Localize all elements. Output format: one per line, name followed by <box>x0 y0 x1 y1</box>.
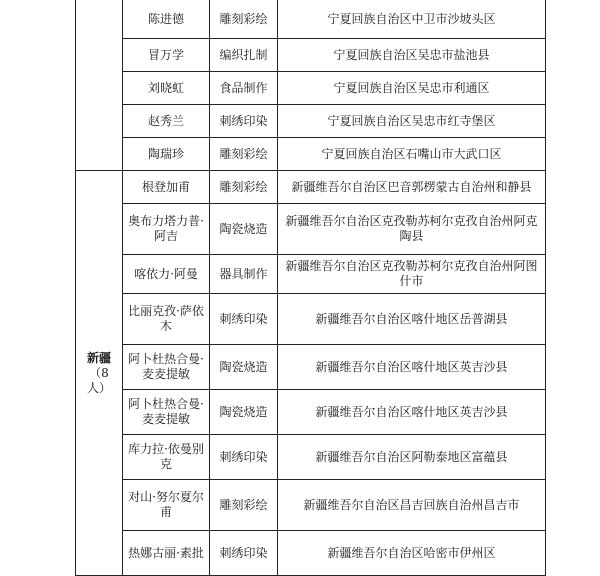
craftsman-name: 刘晓虹 <box>123 72 210 105</box>
region-count: （8 人） <box>86 365 111 395</box>
craftsman-name: 库力拉·依曼别克 <box>123 435 210 480</box>
table-row <box>76 105 546 138</box>
craft-category: 陶瓷烧造 <box>210 204 278 255</box>
craft-category: 陶瓷烧造 <box>210 390 278 435</box>
craftsman-name: 赵秀兰 <box>123 105 210 138</box>
craft-category: 器具制作 <box>210 255 278 294</box>
craftsman-name: 阿卜杜热合曼·麦麦提敏 <box>123 390 210 435</box>
craft-category: 刺绣印染 <box>210 105 278 138</box>
region-name: 新疆 <box>86 350 111 365</box>
table-row <box>76 345 546 390</box>
craftsman-name: 根登加甫 <box>123 171 210 204</box>
craftsman-location: 宁夏回族自治区中卫市沙坡头区 <box>278 0 546 39</box>
region-cell-continued <box>76 0 123 171</box>
craftsman-location: 新疆维吾尔自治区喀什地区英吉沙县 <box>278 345 546 390</box>
table-row <box>76 171 546 204</box>
craftsman-location: 宁夏回族自治区吴忠市盐池县 <box>278 39 546 72</box>
craft-category: 刺绣印染 <box>210 294 278 345</box>
craftsman-location: 新疆维吾尔自治区哈密市伊州区 <box>278 531 546 576</box>
craftsman-name: 陈进德 <box>123 0 210 39</box>
craftsman-location: 宁夏回族自治区吴忠市红寺堡区 <box>278 105 546 138</box>
craftsman-location: 新疆维吾尔自治区喀什地区岳普湖县 <box>278 294 546 345</box>
table-row <box>76 480 546 531</box>
craftsman-name: 喀依力·阿曼 <box>123 255 210 294</box>
craftsman-location: 宁夏回族自治区吴忠市利通区 <box>278 72 546 105</box>
craft-category: 雕刻彩绘 <box>210 171 278 204</box>
table-row <box>76 294 546 345</box>
craftsman-name: 比丽克孜·萨依木 <box>123 294 210 345</box>
craft-category: 食品制作 <box>210 72 278 105</box>
craft-category: 雕刻彩绘 <box>210 138 278 171</box>
craftsman-location: 新疆维吾尔自治区喀什地区英吉沙县 <box>278 390 546 435</box>
table-row <box>76 39 546 72</box>
craft-category: 刺绣印染 <box>210 435 278 480</box>
table-row <box>76 0 546 39</box>
table-row <box>76 435 546 480</box>
table-row <box>76 531 546 576</box>
table-row <box>76 72 546 105</box>
craftsman-roster-table <box>75 0 546 576</box>
region-cell-xinjiang <box>76 171 123 576</box>
craft-category: 雕刻彩绘 <box>210 0 278 39</box>
craftsman-name: 奥布力塔力普·阿吉 <box>123 204 210 255</box>
craftsman-location: 新疆维吾尔自治区巴音郭楞蒙古自治州和静县 <box>278 171 546 204</box>
craftsman-name: 热娜古丽·素批 <box>123 531 210 576</box>
table-row <box>76 255 546 294</box>
craftsman-location: 新疆维吾尔自治区昌吉回族自治州昌吉市 <box>278 480 546 531</box>
table-row <box>76 390 546 435</box>
craftsman-name: 冒万学 <box>123 39 210 72</box>
craftsman-name: 陶瑞珍 <box>123 138 210 171</box>
craftsman-name: 对山·努尔夏尔甫 <box>123 480 210 531</box>
craft-category: 编织扎制 <box>210 39 278 72</box>
craft-category: 雕刻彩绘 <box>210 480 278 531</box>
table-row <box>76 204 546 255</box>
craftsman-name: 阿卜杜热合曼·麦麦提敏 <box>123 345 210 390</box>
craft-category: 刺绣印染 <box>210 531 278 576</box>
craftsman-location: 新疆维吾尔自治区克孜勒苏柯尔克孜自治州阿图什市 <box>278 255 546 294</box>
craft-category: 陶瓷烧造 <box>210 345 278 390</box>
craftsman-location: 新疆维吾尔自治区克孜勒苏柯尔克孜自治州阿克陶县 <box>278 204 546 255</box>
table-row <box>76 138 546 171</box>
craftsman-location: 新疆维吾尔自治区阿勒泰地区富蕴县 <box>278 435 546 480</box>
craftsman-location: 宁夏回族自治区石嘴山市大武口区 <box>278 138 546 171</box>
